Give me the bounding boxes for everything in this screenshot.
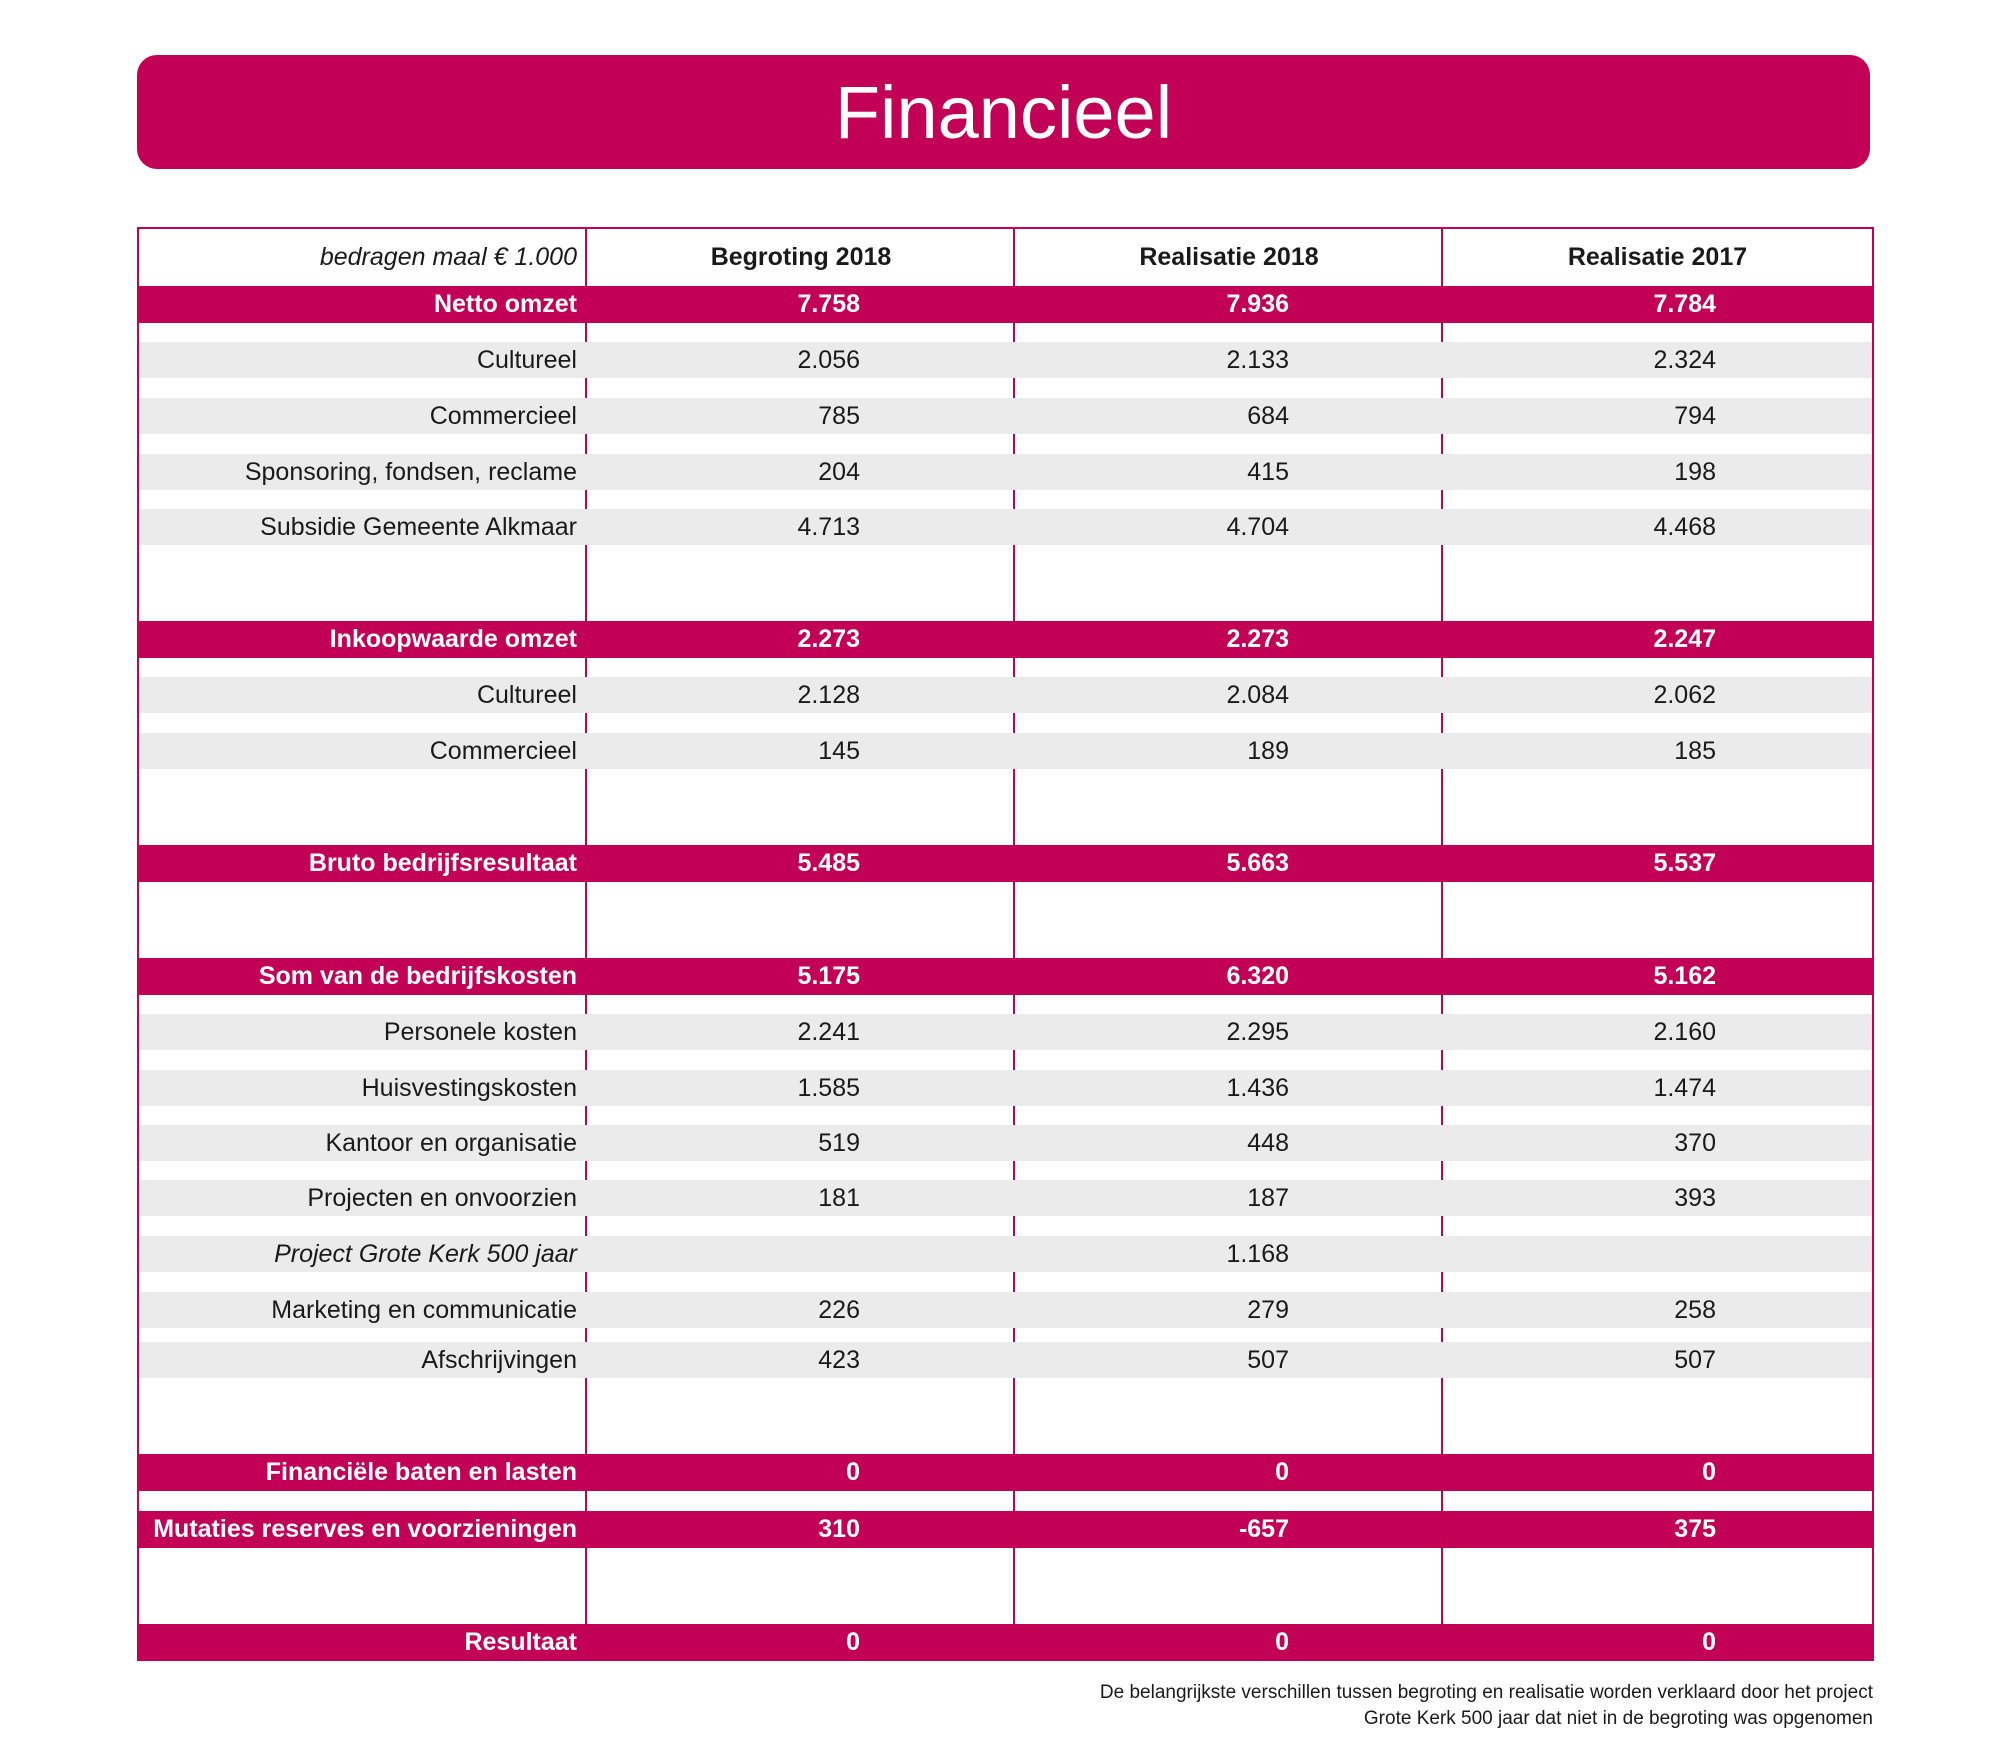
footnote-line: Grote Kerk 500 jaar dat niet in de begroting was opgenomen: [1363, 1708, 1873, 1729]
row-value: 185: [1674, 736, 1716, 765]
row-value: 2.128: [797, 680, 860, 709]
row-value: 0: [846, 1458, 860, 1486]
row-value: 794: [1674, 401, 1716, 430]
row-value: 448: [1247, 1128, 1289, 1157]
spacer-stripe: [139, 1568, 1872, 1604]
row-value: 6.320: [1226, 962, 1289, 990]
table-row: [139, 454, 1872, 490]
row-label: Cultureel: [476, 680, 577, 709]
financial-table: [137, 227, 1874, 1661]
table-row: [139, 1292, 1872, 1328]
row-value: 0: [846, 1628, 860, 1656]
row-value: 258: [1674, 1295, 1716, 1324]
row-value: 7.784: [1653, 290, 1716, 318]
table-row: [139, 1014, 1872, 1050]
row-label: Projecten en onvoorzien: [307, 1183, 577, 1212]
row-value: 0: [1275, 1458, 1289, 1486]
row-label: Kantoor en organisatie: [325, 1128, 577, 1157]
row-value: 415: [1247, 457, 1289, 486]
row-label: Personele kosten: [383, 1017, 577, 1046]
row-label: Afschrijvingen: [421, 1345, 577, 1374]
row-value: 1.436: [1226, 1073, 1289, 1102]
row-label: Cultureel: [476, 345, 577, 374]
row-value: 375: [1674, 1515, 1716, 1543]
row-label: Netto omzet: [433, 290, 577, 318]
row-value: 2.056: [797, 345, 860, 374]
row-value: 4.704: [1226, 512, 1289, 541]
row-value: 279: [1247, 1295, 1289, 1324]
row-value: 423: [818, 1345, 860, 1374]
row-value: 2.062: [1653, 680, 1716, 709]
row-label: Resultaat: [464, 1628, 577, 1656]
row-value: -657: [1238, 1515, 1289, 1543]
table-row: [139, 1511, 1872, 1548]
table-row: [139, 677, 1872, 713]
row-value: 2.273: [1226, 625, 1289, 653]
table-row: [139, 733, 1872, 769]
row-label: Subsidie Gemeente Alkmaar: [260, 512, 577, 541]
row-value: 0: [1702, 1458, 1716, 1486]
table-row: [139, 342, 1872, 378]
footnote: [800, 1680, 1873, 1732]
table-header: [139, 229, 1872, 286]
row-value: 785: [818, 401, 860, 430]
row-value: 181: [818, 1183, 860, 1212]
row-label: Bruto bedrijfsresultaat: [308, 849, 577, 877]
row-value: 1.168: [1226, 1239, 1289, 1268]
column-divider: [585, 995, 587, 1454]
table-row: [139, 1180, 1872, 1216]
column-divider: [1441, 882, 1443, 958]
row-value: 145: [818, 736, 860, 765]
row-value: 5.485: [797, 849, 860, 877]
row-value: 507: [1674, 1345, 1716, 1374]
row-value: 5.537: [1653, 849, 1716, 877]
table-row: [139, 1236, 1872, 1272]
table-row: [139, 509, 1872, 545]
column-divider: [1013, 1548, 1015, 1624]
page-title: Financieel: [137, 55, 1870, 169]
table-row: [139, 286, 1872, 323]
row-value: 310: [818, 1515, 860, 1543]
row-value: 0: [1702, 1628, 1716, 1656]
table-row: [139, 845, 1872, 882]
row-value: 7.758: [797, 290, 860, 318]
row-value: 393: [1674, 1183, 1716, 1212]
row-label: Som van de bedrijfskosten: [258, 962, 577, 990]
row-label: Inkoopwaarde omzet: [329, 625, 577, 653]
row-value: 226: [818, 1295, 860, 1324]
spacer-stripe: [139, 565, 1872, 601]
row-label: Commercieel: [429, 401, 577, 430]
table-row: [139, 398, 1872, 434]
column-header: Realisatie 2018: [1139, 243, 1319, 271]
unit-note: bedragen maal € 1.000: [319, 243, 577, 271]
table-row: [139, 1070, 1872, 1106]
column-divider: [1013, 995, 1015, 1454]
row-value: 198: [1674, 457, 1716, 486]
column-header: Begroting 2018: [710, 243, 892, 271]
row-value: 2.084: [1226, 680, 1289, 709]
table-row: [139, 1342, 1872, 1378]
row-value: [139, 1236, 1716, 1272]
column-divider: [585, 1548, 587, 1624]
row-value: 1.585: [797, 1073, 860, 1102]
row-value: 2.273: [797, 625, 860, 653]
spacer-stripe: [139, 901, 1872, 937]
row-label: Mutaties reserves en voorzieningen: [153, 1515, 577, 1543]
row-label: Project Grote Kerk 500 jaar: [274, 1239, 577, 1268]
row-label: Commercieel: [429, 736, 577, 765]
row-value: 5.162: [1653, 962, 1716, 990]
row-value: 2.324: [1653, 345, 1716, 374]
table-row: [139, 1125, 1872, 1161]
row-value: 1.474: [1653, 1073, 1716, 1102]
column-divider: [585, 1491, 587, 1511]
row-label: Marketing en communicatie: [271, 1295, 577, 1324]
column-divider: [1013, 1491, 1015, 1511]
row-value: 684: [1247, 401, 1289, 430]
row-value: 2.295: [1226, 1017, 1289, 1046]
column-header: Realisatie 2017: [1567, 243, 1748, 271]
row-value: 4.713: [797, 512, 860, 541]
spacer-stripe: [139, 789, 1872, 825]
row-value: 5.663: [1226, 849, 1289, 877]
table-row: [139, 1454, 1872, 1491]
column-divider: [1441, 1548, 1443, 1624]
row-value: 519: [818, 1128, 860, 1157]
row-value: 189: [1247, 736, 1289, 765]
column-divider: [1441, 1491, 1443, 1511]
row-label: Financiële baten en lasten: [265, 1458, 577, 1486]
column-divider: [585, 882, 587, 958]
row-value: 204: [818, 457, 860, 486]
table-row: [139, 621, 1872, 658]
row-value: 2.160: [1653, 1017, 1716, 1046]
footnote-line: De belangrijkste verschillen tussen begroting en realisatie worden verklaard door het project: [1099, 1682, 1873, 1703]
row-value: 7.936: [1226, 290, 1289, 318]
column-divider: [1441, 995, 1443, 1454]
row-value: 2.133: [1226, 345, 1289, 374]
row-value: 507: [1247, 1345, 1289, 1374]
row-value: 187: [1247, 1183, 1289, 1212]
row-value: 5.175: [797, 962, 860, 990]
row-label: Sponsoring, fondsen, reclame: [244, 457, 577, 486]
row-value: 370: [1674, 1128, 1716, 1157]
row-label: Huisvestingskosten: [361, 1073, 577, 1102]
row-value: 4.468: [1653, 512, 1716, 541]
spacer-stripe: [139, 1398, 1872, 1434]
table-row: [139, 1624, 1872, 1661]
column-divider: [1013, 882, 1015, 958]
row-value: 2.241: [797, 1017, 860, 1046]
table-row: [139, 958, 1872, 995]
row-value: 0: [1275, 1628, 1289, 1656]
row-value: 2.247: [1653, 625, 1716, 653]
